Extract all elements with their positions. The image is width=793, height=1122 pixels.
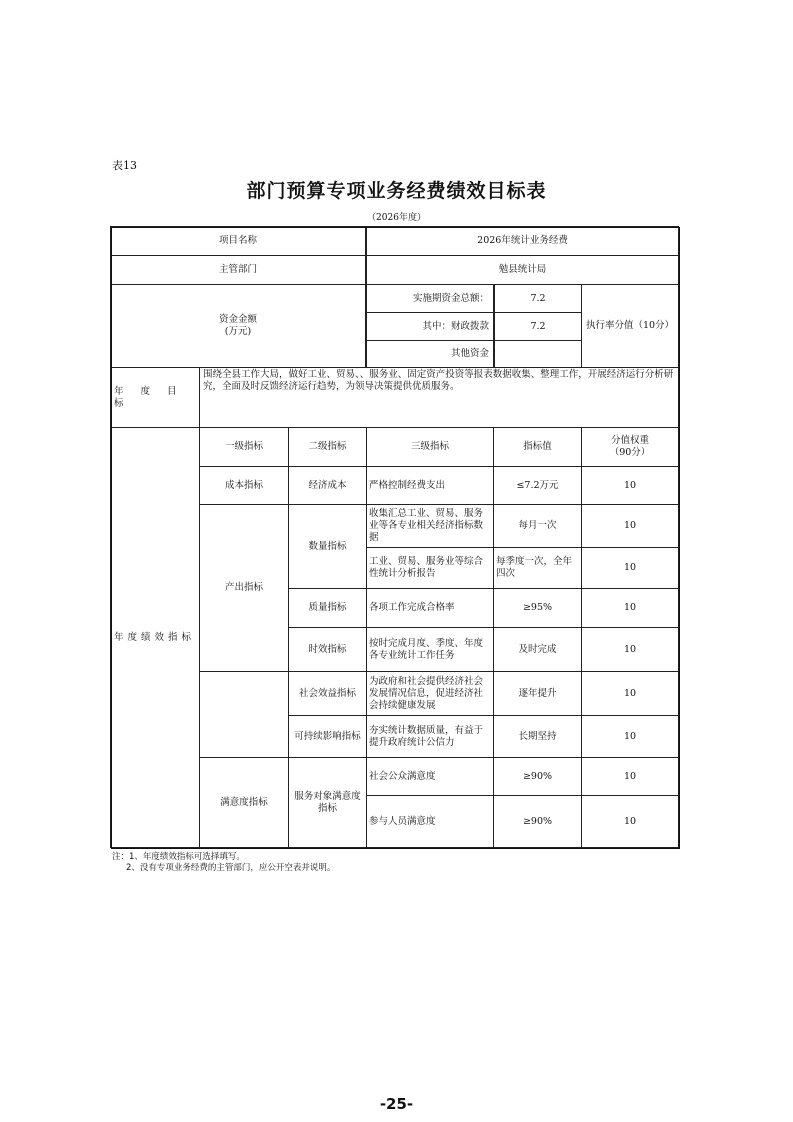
quantity-2-value: 每季度一次，全年四次	[493, 547, 582, 589]
satisfaction-2-value: ≥90%	[493, 795, 582, 848]
department-label: 主管部门	[110, 255, 366, 285]
effect-level1	[199, 671, 289, 758]
social-benefit-weight: 10	[581, 671, 679, 716]
funds-other-label: 其他资金	[366, 340, 494, 368]
sustainability-weight: 10	[581, 715, 679, 758]
timeliness-value: 及时完成	[493, 627, 582, 672]
satisfaction-level1: 满意度指标	[199, 757, 289, 848]
funds-fiscal-label: 其中：财政拨款	[366, 312, 494, 341]
funds-other-value	[494, 340, 582, 368]
quantity-level2: 数量指标	[288, 504, 367, 589]
cost-level2: 经济成本	[288, 466, 367, 505]
performance-indicators-label: 年度绩效指标	[110, 427, 200, 848]
satisfaction-2-level3: 参与人员满意度	[366, 795, 494, 848]
satisfaction-2-weight: 10	[581, 795, 679, 848]
quantity-2-level3: 工业、贸易、服务业等综合性统计分析报告	[366, 547, 494, 589]
cost-level1: 成本指标	[199, 466, 289, 505]
timeliness-weight: 10	[581, 627, 679, 672]
footnote-1: 注：1、年度绩效指标可选择填写。	[112, 852, 245, 862]
quality-level2: 质量指标	[288, 588, 367, 628]
header-indicator-value: 指标值	[493, 427, 582, 467]
quality-weight: 10	[581, 588, 679, 628]
table-number-label: 表13	[112, 159, 137, 172]
header-level3: 三级指标	[366, 427, 494, 467]
header-level1: 一级指标	[199, 427, 289, 467]
sustainability-level2: 可持续影响指标	[288, 715, 367, 758]
satisfaction-level2: 服务对象满意度指标	[288, 757, 367, 848]
cost-weight: 10	[581, 466, 679, 505]
satisfaction-1-level3: 社会公众满意度	[366, 757, 494, 796]
page-number: -25-	[379, 1095, 414, 1113]
sustainability-level3: 夯实统计数据质量，有益于提升政府统计公信力	[366, 715, 494, 758]
timeliness-level2: 时效指标	[288, 627, 367, 672]
footnotes	[112, 852, 335, 874]
satisfaction-1-weight: 10	[581, 757, 679, 796]
project-name-label: 项目名称	[110, 226, 366, 256]
header-weight: 分值权重 （90分）	[581, 427, 679, 467]
social-benefit-value: 逐年提升	[493, 671, 582, 716]
timeliness-level3: 按时完成月度、季度、年度各专业统计工作任务	[366, 627, 494, 672]
funds-fiscal-value: 7.2	[494, 312, 582, 341]
social-benefit-level3: 为政府和社会提供经济社会发展情况信息，促进经济社会持续健康发展	[366, 671, 494, 716]
funds-amount-label: 资金金额 (万元)	[110, 284, 366, 368]
funds-total-value: 7.2	[494, 284, 582, 313]
funds-total-label: 实施期资金总额：	[366, 284, 494, 313]
header-level2: 二级指标	[288, 427, 367, 467]
cost-value: ≤7.2万元	[493, 466, 582, 505]
document-title: 部门预算专项业务经费绩效目标表	[246, 180, 547, 202]
annual-goal-text: 围绕全县工作大局，做好工业、贸易、、服务业、固定资产投资等报表数据收集、整理工作，开展经济运行分析研究，全面及时反馈经济运行趋势，为领导决策提供优质服务。	[199, 367, 679, 428]
output-level1: 产出指标	[199, 504, 289, 672]
quantity-1-weight: 10	[581, 504, 679, 548]
quantity-1-value: 每月一次	[493, 504, 582, 548]
quality-value: ≥95%	[493, 588, 582, 628]
sustainability-value: 长期坚持	[493, 715, 582, 758]
satisfaction-1-value: ≥90%	[493, 757, 582, 796]
footnote-2: 2、没有专项业务经费的主管部门，应公开空表并说明。	[126, 863, 336, 873]
project-name-value: 2026年统计业务经费	[366, 226, 679, 256]
document-year: （2026年度）	[367, 213, 426, 223]
annual-goal-label: 年 度 目 标	[110, 367, 200, 428]
quantity-1-level3: 收集汇总工业、贸易、服务业等各专业相关经济指标数据	[366, 504, 494, 548]
execution-rate-label: 执行率分值（10分）	[581, 284, 679, 368]
social-benefit-level2: 社会效益指标	[288, 671, 367, 716]
quality-level3: 各项工作完成合格率	[366, 588, 494, 628]
quantity-2-weight: 10	[581, 547, 679, 589]
department-value: 勉县统计局	[366, 255, 679, 285]
cost-level3: 严格控制经费支出	[366, 466, 494, 505]
